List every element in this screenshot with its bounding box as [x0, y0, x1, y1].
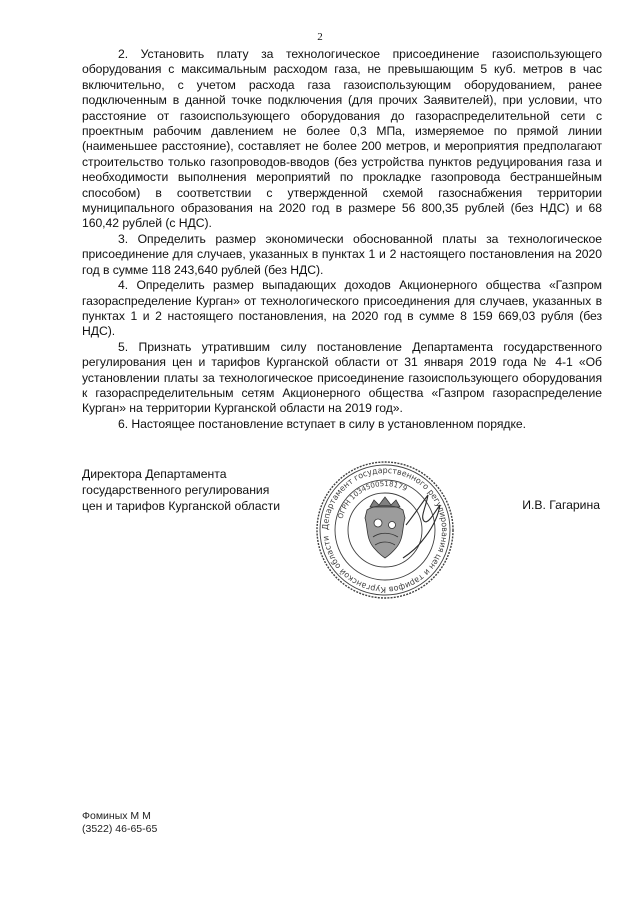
document-body [82, 47, 602, 432]
seal-outer-text: Департамент государственного регулирования цен и тарифов Курганской области [319, 464, 451, 596]
paragraph-5: 5. Признать утратившим силу постановление Департамента государственного регулирования цен и тарифов Курганской области от 31 января 2019 года № 4-1 «Об установлении платы за технологическое присоединение газоиспользующего оборудования к газораспределительным сетям Акционерного общества «Газпром газораспределение Курган» на территории Курганской области на 2019 год». [82, 339, 602, 416]
paragraph-3: 3. Определить размер экономически обоснованной платы за технологическое присоединение для случаев, указанных в пунктах 1 и 2 настоящего постановления на 2020 год в сумме 118 243,640 рублей (без НДС). [82, 231, 602, 277]
executor-phone: (3522) 46-65-65 [82, 823, 158, 835]
paragraph-2: 2. Установить плату за технологическое присоединение газоиспользующего оборудования с максимальным расходом газа, не превышающим 5 куб. метров в час включительно, с учетом расхода газа газоиспользующим оборудованием, ранее подключенным в данной точке подключения (для прочих Заявителей), при условии, что расстояние от газоиспользующего оборудования до газораспределительной сети с проектным рабочим давлением не более 0,3 МПа, измеряемое по прямой линии (наименьшее расстояние), составляет не более 200 метров, и мероприятия предполагают строительство только газопроводов-вводов (без устройства пунктов редуцирования газа и необходимости выполнения мероприятий по прокладке газопровода бестраншейным способом) в соответствии с утвержденной схемой газоснабжения территории муниципального образования на 2020 год в размере 56 800,35 рублей (без НДС) и 68 160,42 рублей (с НДС). [82, 47, 602, 231]
signatory-position-line: цен и тарифов Курганской области [82, 499, 281, 513]
coat-of-arms-icon [365, 497, 405, 558]
official-seal-stamp [310, 455, 460, 605]
page-number: 2 [317, 31, 323, 43]
signatory-position-line: государственного регулирования [82, 483, 270, 497]
paragraph-6: 6. Настоящее постановление вступает в силу в установленном порядке. [118, 416, 526, 431]
signatory-position [82, 466, 280, 514]
seal-inner-text: ОГРН 1034500518179 [336, 479, 409, 520]
executor-name: Фоминых М М [82, 810, 151, 822]
signatory-name: И.В. Гагарина [522, 498, 600, 512]
signatory-position-line: Директора Департамента [82, 467, 227, 481]
paragraph-4: 4. Определить размер выпадающих доходов Акционерного общества «Газпром газораспределение Курган» от технологического присоединения для случаев, указанных в пунктах 1 и 2 настоящего постановления, на 2020 год в сумме 8 159 669,03 рубля (без НДС). [82, 278, 602, 339]
executor-info [82, 810, 157, 836]
signature-block [82, 466, 602, 606]
